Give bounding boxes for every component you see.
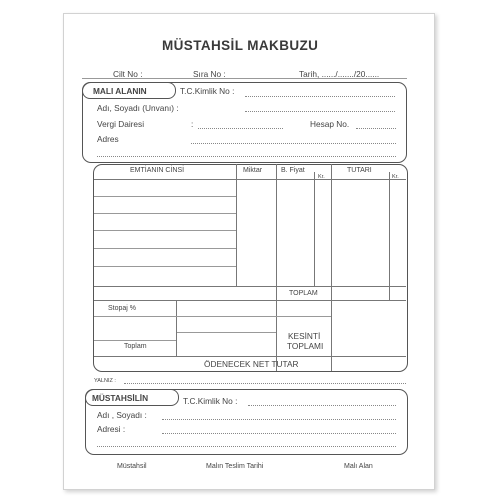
col-divider-goods <box>236 164 237 286</box>
producer-heading: MÜSTAHSİLİN <box>92 393 149 403</box>
signature-teslim-tarihi: Malın Teslim Tarihi <box>206 463 264 470</box>
seller-address-line-2[interactable] <box>97 156 396 157</box>
deduction-toplam-label: Toplam <box>124 343 147 350</box>
col-divider-total-kr <box>389 172 390 300</box>
seller-taxoffice-colon: : <box>191 119 194 129</box>
col-divider-price <box>331 164 332 371</box>
col-total-kr-label: Kr. <box>392 174 399 180</box>
sira-no-label: Sıra No : <box>193 69 226 79</box>
seller-taxoffice-label: Vergi Dairesi <box>97 119 145 129</box>
yalniz-line[interactable] <box>124 383 406 384</box>
col-divider-price-kr <box>314 172 315 286</box>
producer-tc-label: T.C.Kimlik No : <box>183 396 238 406</box>
seller-address-line[interactable] <box>191 143 396 144</box>
deduction-row-line <box>177 332 276 333</box>
table-row-line <box>94 266 236 267</box>
toplam-row-top <box>94 286 406 287</box>
col-divider-qty <box>276 164 277 371</box>
table-row-line <box>94 196 236 197</box>
seller-name-line[interactable] <box>245 111 395 112</box>
seller-tc-line[interactable] <box>245 96 395 97</box>
table-header-divider <box>94 179 406 180</box>
signature-mali-alan: Malı Alan <box>344 463 373 470</box>
yalniz-label: YALNIZ : <box>94 378 116 384</box>
col-qty-label: Miktar <box>243 167 263 174</box>
document-title: MÜSTAHSİL MAKBUZU <box>162 38 319 53</box>
col-total-label: TUTARI <box>347 167 372 174</box>
seller-heading: MALI ALANIN <box>93 86 147 96</box>
col-goods-label: EMTİANIN CİNSİ <box>130 167 185 174</box>
seller-account-line[interactable] <box>356 128 396 129</box>
producer-address-line-2[interactable] <box>97 446 396 447</box>
seller-account-label: Hesap No. <box>310 119 350 129</box>
producer-tc-line[interactable] <box>248 405 396 406</box>
col-price-label: B. Fiyat <box>281 167 305 174</box>
col-price-kr-label: Kr. <box>318 174 325 180</box>
seller-address-label: Adres <box>97 134 119 144</box>
producer-name-line[interactable] <box>162 419 396 420</box>
net-row-top <box>94 356 406 357</box>
toplam-label: TOPLAM <box>289 290 318 297</box>
producer-address-label: Adresi : <box>97 424 126 434</box>
kesinti-label-1: KESİNTİ <box>288 331 321 341</box>
cilt-no-label: Cilt No : <box>113 69 143 79</box>
table-row-line <box>94 248 236 249</box>
header-underline <box>82 78 407 79</box>
deduction-divider <box>176 300 177 356</box>
date-label: Tarih, ....../......./20...... <box>299 69 380 79</box>
seller-taxoffice-line[interactable] <box>198 128 283 129</box>
signature-mustahsil: Müstahsil <box>117 463 147 470</box>
table-row-line <box>94 230 236 231</box>
toplam-row-bottom <box>94 300 406 301</box>
table-row-line <box>94 213 236 214</box>
producer-name-label: Adı , Soyadı : <box>97 410 147 420</box>
seller-name-label: Adı, Soyadı (Unvanı) : <box>97 103 179 113</box>
kesinti-label-2: TOPLAMI <box>287 341 324 351</box>
producer-address-line[interactable] <box>162 433 396 434</box>
deduction-row-line <box>94 340 176 341</box>
stopaj-label: Stopaj % <box>108 305 137 312</box>
seller-tc-label: T.C.Kimlik No : <box>180 86 235 96</box>
net-total-label: ÖDENECEK NET TUTAR <box>204 359 299 369</box>
deduction-row-line <box>94 316 331 317</box>
